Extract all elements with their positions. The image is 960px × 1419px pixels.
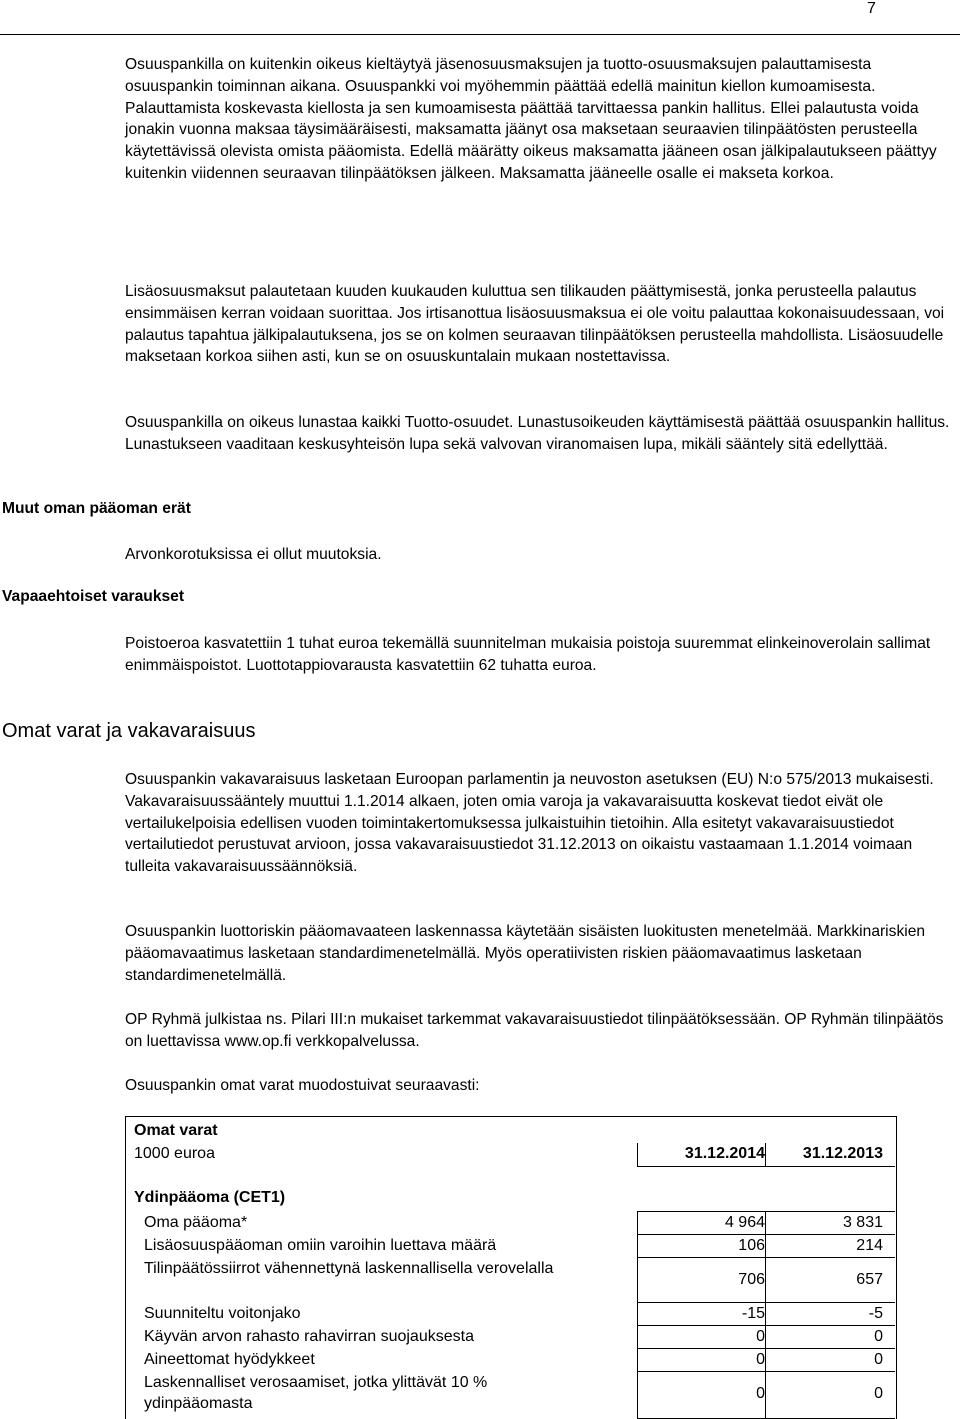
table-unit: 1000 euroa (134, 1145, 215, 1162)
row-divider-left (637, 1349, 638, 1372)
row-divider-mid (765, 1303, 766, 1326)
table-row (126, 1235, 895, 1257)
header-divider-mid (765, 1143, 766, 1166)
paragraph-repayment-restriction: Osuuspankilla on kuitenkin oikeus kieltäytyä jäsenosuusmaksujen ja tuotto-osuusmaksujen palauttamisesta osuuspankin toiminnan aikana. Osuuspankki voi myöhemmin päättää edellä mainitun kiellon kumoamisesta. Palauttamista koskevasta kiellosta ja sen kumoamisesta päättää tarvittaessa pankin hallitus. Ellei palautusta voida jonakin vuonna maksaa täysimääräisesti, maksamatta jäänyt osa maksetaan seuraavien tilinpäätösten perusteella käytettävissä olevista omista pääomista. Edellä määrätty oikeus maksamatta jääneen osan jälkipalautukseen päättyy kuitenkin viidennen seuraavan tilinpäätöksen jälkeen. Maksamatta jääneelle osalle ei makseta korkoa. (125, 56, 937, 182)
row-label: Aineettomat hyödykkeet (144, 1351, 315, 1368)
paragraph-own-funds-intro: Osuuspankin omat varat muodostuivat seuraavasti: (125, 1077, 480, 1094)
paragraph-pillar-iii: OP Ryhmä julkistaa ns. Pilari III:n mukaiset tarkemmat vakavaraisuustiedot tilinpäätöksessään. OP Ryhmän tilinpäätös on luettavissa www.op.fi verkkopalvelussa. (125, 1011, 944, 1050)
group-heading-cet1: Ydinpääoma (CET1) (134, 1189, 286, 1206)
section-title: Omat varat ja vakavaraisuus (2, 720, 256, 742)
row-divider-left (637, 1212, 638, 1235)
table-row (126, 1326, 895, 1348)
table-row (126, 1349, 895, 1371)
row-value-2014: 0 (756, 1328, 765, 1345)
row-divider-left (637, 1235, 638, 1258)
row-label: Tilinpäätössiirrot vähennettynä laskennallisella verovelalla (144, 1260, 554, 1277)
header-divider-left (637, 1143, 638, 1166)
row-divider-left (637, 1372, 638, 1419)
paragraph-redemption: Osuuspankilla on oikeus lunastaa kaikki Tuotto-osuudet. Lunastusoikeuden käyttämisestä päättää osuuspankin hallitus. Lunastukseen vaaditaan keskusyhteisön lupa sekä valvovan viranomaisen lupa, mikäli sääntely sitä edellyttää. (125, 414, 950, 453)
row-value-2014: 0 (756, 1385, 765, 1402)
row-label: Oma pääoma* (144, 1214, 248, 1231)
row-label: Suunniteltu voitonjako (144, 1305, 301, 1322)
row-divider-mid (765, 1212, 766, 1235)
row-divider-mid (765, 1326, 766, 1349)
row-divider-left (637, 1258, 638, 1303)
row-value-2014: 0 (756, 1351, 765, 1368)
values-top-border (637, 1211, 895, 1212)
row-value-2014: 106 (738, 1237, 765, 1254)
page-number: 7 (867, 0, 876, 17)
row-value-2014: 4 964 (724, 1214, 765, 1231)
paragraph-voluntary-provisions: Poistoeroa kasvatettiin 1 tuhat euroa tekemällä suunnitelman mukaisia poistoja suuremmat elinkeinoverolain sallimat enimmäispoistot. Luottotappiovarausta kasvatettiin 62 tuhatta euroa. (125, 635, 931, 674)
table-row (126, 1372, 895, 1418)
row-divider-mid (765, 1372, 766, 1419)
row-value-2014: 706 (738, 1271, 765, 1288)
paragraph-credit-risk: Osuuspankin luottoriskin pääomavaateen laskennassa käytetään sisäisten luokitusten menetelmää. Markkinariskien pääomavaatimus lasketaan standardimenetelmällä. Myös operatiivisten riskien pääomavaatimus lasketaan standardimenetelmällä. (125, 923, 926, 984)
row-divider-mid (765, 1349, 766, 1372)
row-label: Laskennalliset verosaamiset, jotka ylittävät 10 % ydinpääomasta (144, 1374, 488, 1412)
table-title-text: Omat varat (134, 1122, 218, 1139)
row-label: Käyvän arvon rahasto rahavirran suojauksesta (144, 1328, 474, 1345)
paragraph-capital-adequacy: Osuuspankin vakavaraisuus lasketaan Euroopan parlamentin ja neuvoston asetuksen (EU) N:o 575/2013 mukaisesti. Vakavaraisuussääntely muuttui 1.1.2014 alkaen, joten omia varoja ja vakavaraisuutta koskevat tiedot eivät ole vertailukelpoisia edellisen vuoden toimintakertomuksessa julkaistuihin tietoihin. Alla esitetyt vakavaraisuustiedot vertailutiedot perustuvat arvioon, jossa vakavaraisuustiedot 31.12.2013 on oikaistu vastaamaan 1.1.2014 voimaan tulleita vakavaraisuussäännöksiä. (125, 771, 934, 876)
row-value-2014: -15 (741, 1305, 765, 1322)
table-row (126, 1212, 895, 1234)
row-value-2013: 0 (874, 1351, 883, 1368)
row-value-2013: 657 (856, 1271, 883, 1288)
column-header-2013: 31.12.2013 (802, 1145, 883, 1162)
column-header-2014: 31.12.2014 (684, 1145, 765, 1162)
row-divider-left (637, 1326, 638, 1349)
row-value-2013: 0 (874, 1385, 883, 1402)
heading-muut-oman-paaoman-erat: Muut oman pääoman erät (2, 500, 191, 517)
table-row (126, 1303, 895, 1325)
header-rule (0, 34, 960, 35)
row-divider-mid (765, 1235, 766, 1258)
paragraph-additional-shares: Lisäosuusmaksut palautetaan kuuden kuukauden kuluttua sen tilikauden päättymisestä, jonka perusteella palautus ensimmäisen kerran voidaan suorittaa. Jos irtisanottua lisäosuusmaksua ei ole voitu palauttaa kokonaisuudessaan, voi palautus tapahtua jälkipalautuksena, jos se on kolmen seuraavan tilinpäätöksen perusteella mahdollista. Lisäosuudelle maksetaan korkoa siihen asti, kun se on osuuskuntalain mukaan nostettavissa. (125, 283, 945, 366)
row-value-2013: -5 (868, 1305, 883, 1322)
row-divider-mid (765, 1258, 766, 1303)
row-value-2013: 3 831 (842, 1214, 883, 1231)
row-value-2013: 0 (874, 1328, 883, 1345)
header-underline (637, 1166, 895, 1167)
paragraph-revaluation: Arvonkorotuksissa ei ollut muutoksia. (125, 546, 382, 563)
table-row (126, 1258, 895, 1302)
heading-vapaaehtoiset-varaukset: Vapaaehtoiset varaukset (2, 588, 185, 605)
row-value-2013: 214 (856, 1237, 883, 1254)
row-label: Lisäosuuspääoman omiin varoihin luettava määrä (144, 1237, 497, 1254)
row-divider-left (637, 1303, 638, 1326)
